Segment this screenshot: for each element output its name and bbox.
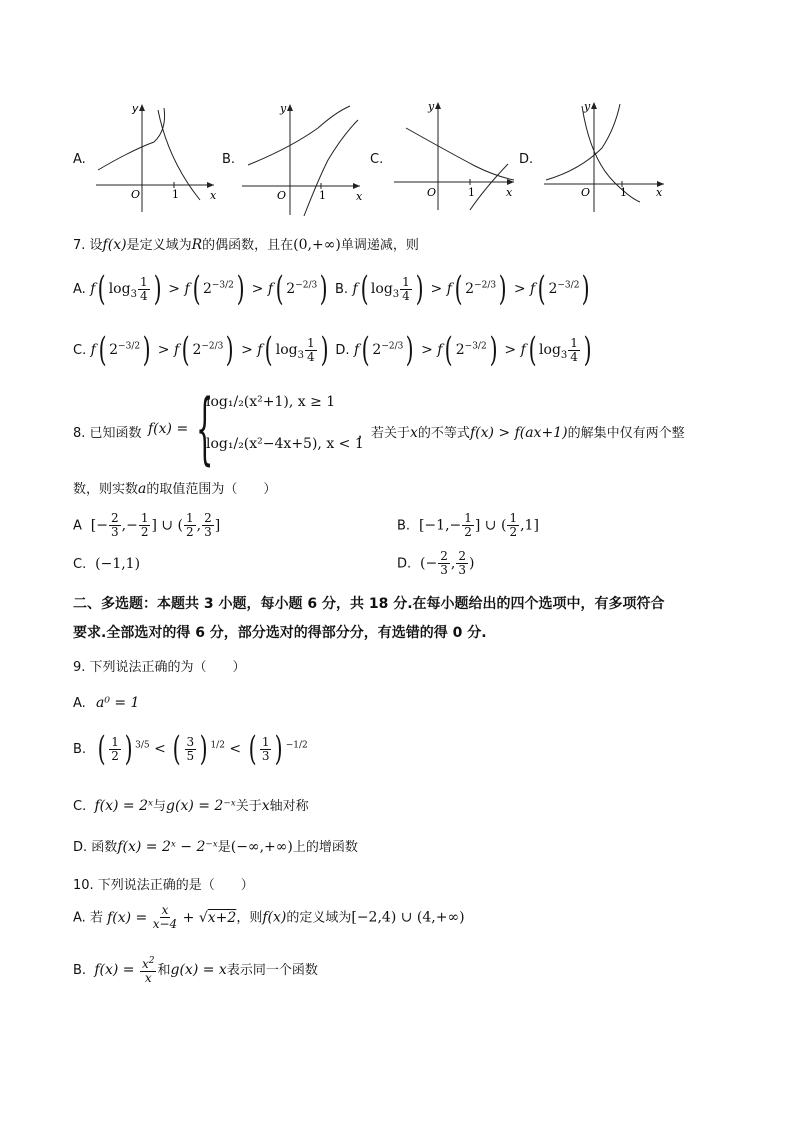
graph-b-o: O <box>277 189 287 202</box>
graph-d-x: x <box>656 186 663 199</box>
q9-option-a: A. a⁰ = 1 <box>73 695 140 711</box>
graph-b-tick: 1 <box>319 189 326 202</box>
graph-b-label: B. <box>222 152 236 167</box>
q9-stem: 9. 下列说法正确的为（ ） <box>73 660 246 675</box>
graph-a-x: x <box>210 189 217 202</box>
q8-case-2: log₁/₂(x²−4x+5), x < 1 <box>206 436 364 452</box>
graph-b <box>238 100 368 218</box>
graph-c-y: y <box>428 100 435 113</box>
q9-option-d: D. 函数f(x) = 2ˣ − 2⁻ˣ是(−∞,+∞)上的增函数 <box>73 839 358 855</box>
graph-d-o: O <box>581 186 591 199</box>
q7-option-ab: A. f( $\log_3$ $\frac{1}{4}$ ) > f( $2^{-3/2}) > f$( $2^{-2/3}$) B. f( $\log_3$ $\frac{1}{4}$ ) > f( $2^{-2/3}) > f$( $2^{-3/2}$) <box>73 269 591 309</box>
q8-option-b: B. [−1,− $\frac{1}{2}$ ] ∪ ( $\frac{1}{2}$ ,1] <box>397 511 539 539</box>
graph-c <box>390 98 520 216</box>
graph-d-y: y <box>584 100 591 113</box>
q8-option-a: A [− $\frac{2}{3}$ ,− $\frac{1}{2}$ ] ∪ ( $\frac{1}{2}$ , $\frac{2}{3}$ ] <box>73 511 221 539</box>
q8-case-1: log₁/₂(x²+1), x ≥ 1 <box>206 394 336 410</box>
graph-d-tick: 1 <box>620 186 627 199</box>
graph-d-label: D. <box>519 152 534 167</box>
q10-option-a: A. 若 f(x) = $\frac{x}{x-4}$ + √x+2，则f(x)的定义域为[−2,4) ∪ (4,+∞) <box>73 903 465 931</box>
graph-a-y: y <box>132 102 139 115</box>
q8-brace: { <box>196 384 214 474</box>
q8-fx: f(x) = <box>148 421 189 437</box>
graph-b-x: x <box>356 190 363 203</box>
graph-c-label: C. <box>370 152 384 167</box>
q7-stem: 7. 设f(x)是定义域为R的偶函数，且在(0,+∞)单调递减，则 <box>73 237 419 253</box>
graph-c-x: x <box>506 186 513 199</box>
q10-option-b: B. f(x) = $\frac{x^2}{x}$ 和g(x) = x表示同一个函数 <box>73 956 318 985</box>
graph-c-tick: 1 <box>468 186 475 199</box>
q7-option-cd: C. f( $2^{-3/2}) > f$( $2^{-2/3}) > f$( $\log_3$ $\frac{1}{4}$ ) D. f( $2^{-2/3}) > f$( $2^{-3/2}) > f$( $\log_3$ $\frac{1}{4}$ ) <box>73 330 592 370</box>
q8-stem-b: ，若关于x的不等式f(x) > f(ax+1)的解集中仅有两个整 <box>358 425 685 441</box>
graph-a-o: O <box>131 188 141 201</box>
graph-c-o: O <box>427 186 437 199</box>
graph-b-y: y <box>280 102 287 115</box>
q8-option-d: D. (− $\frac{2}{3}$ , $\frac{2}{3}$ ) <box>397 549 475 577</box>
q8-option-c: C. (−1,1) <box>73 556 141 572</box>
section2-line2: 要求.全部选对的得 6 分，部分选对的得部分分，有选错的得 0 分. <box>73 625 487 641</box>
q10-stem: 10. 下列说法正确的是（ ） <box>73 878 254 893</box>
q9-option-b: B. ( $\frac{1}{2}$ ) $^{3/5}$ < ( $\frac{3}{5}$ ) $^{1/2}$ < ( $\frac{1}{3}$ ) $^{-1/2}$ <box>73 729 308 769</box>
q8-stem-a: 8. 已知函数 <box>73 426 142 441</box>
graph-a <box>92 100 222 215</box>
q8-stem-c: 数，则实数a的取值范围为（ ） <box>73 481 277 497</box>
graph-a-label: A. <box>73 152 86 167</box>
graph-d <box>540 98 670 216</box>
graph-a-tick: 1 <box>172 188 179 201</box>
section2-line1: 二、多选题：本题共 3 小题，每小题 6 分，共 18 分.在每小题给出的四个选项中，有多项符合 <box>73 596 665 612</box>
q9-option-c: C. f(x) = 2ˣ与g(x) = 2⁻ˣ关于x轴对称 <box>73 798 309 814</box>
